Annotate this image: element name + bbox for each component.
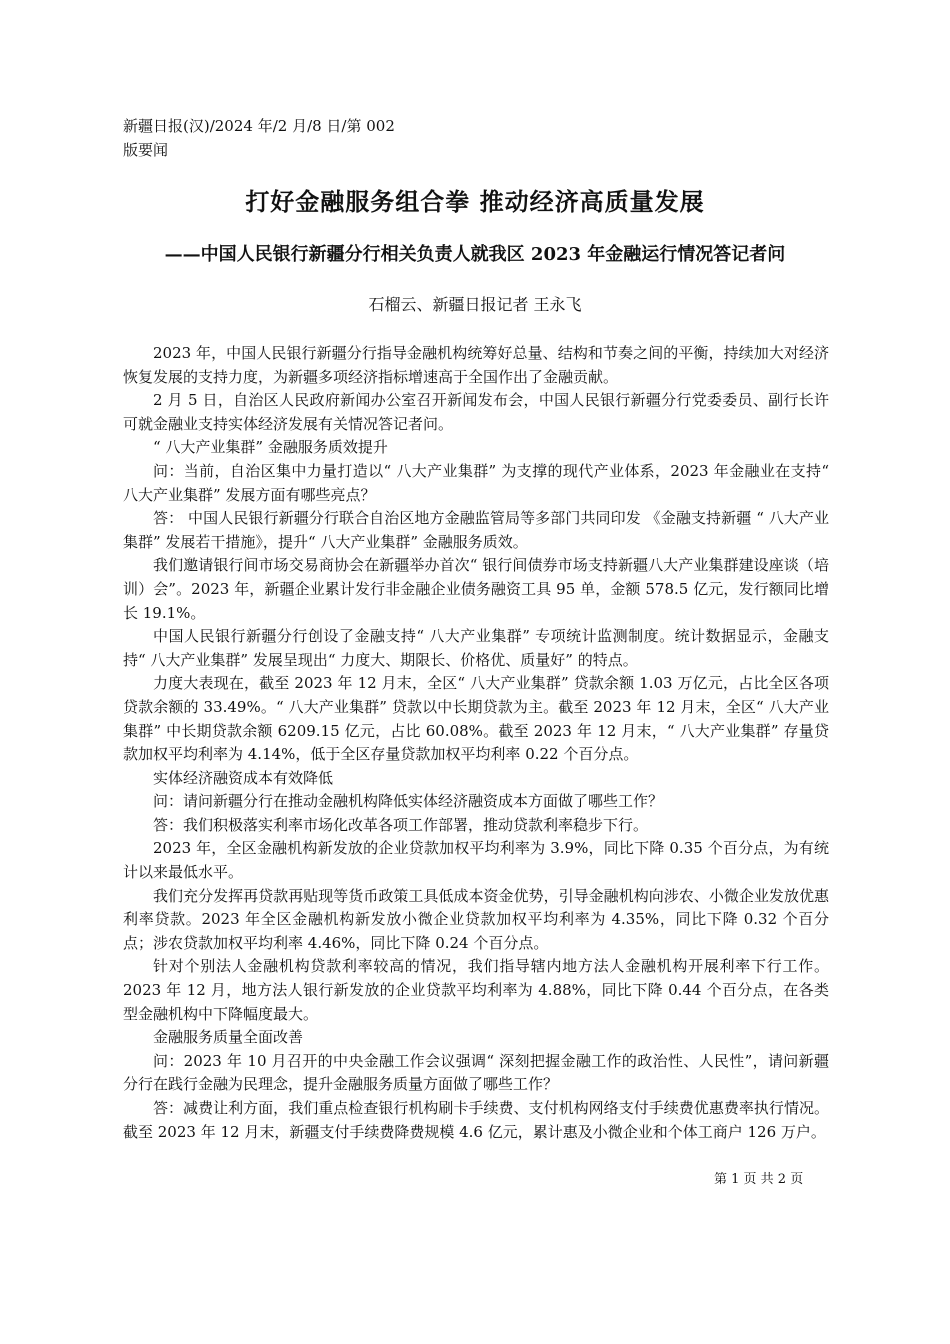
paragraph: 2023 年，全区金融机构新发放的企业贷款加权平均利率为 3.9%，同比下降 0.35 个百分点，为有统计以来最低水平。: [123, 839, 829, 882]
paragraph: 答：减费让利方面，我们重点检查银行机构刷卡手续费、支付机构网络支付手续费优惠费率执行情况。截至 2023 年 12 月末，新疆支付手续费降费规模 4.6 亿元，累计惠及小微企业和个体工商户 126 万户。: [123, 1099, 829, 1141]
paragraph: 答：我们积极落实利率市场化改革各项工作部署，推动贷款利率稳步下行。: [153, 815, 649, 834]
paragraph: 针对个别法人金融机构贷款利率较高的情况，我们指导辖内地方法人金融机构开展利率下行工作。2023 年 12 月，地方法人银行新发放的企业贷款平均利率为 4.88%，同比下降 0.44 个百分点，在各类型金融机构中下降幅度最大。: [123, 957, 829, 1023]
paragraph: 问：2023 年 10 月召开的中央金融工作会议强调“ 深刻把握金融工作的政治性、人民性”，请问新疆分行在践行金融为民理念，提升金融服务质量方面做了哪些工作？: [123, 1051, 829, 1094]
source-line-2: 版要闻: [123, 141, 169, 159]
paragraph: 2 月 5 日，自治区人民政府新闻办公室召开新闻发布会，中国人民银行新疆分行党委委员、副行长许可就金融业支持实体经济发展有关情况答记者问。: [123, 391, 829, 433]
article-byline: 石榴云、新疆日报记者 王永飞: [368, 295, 582, 314]
paragraph: 力度大表现在，截至 2023 年 12 月末，全区“ 八大产业集群” 贷款余额 1.03 万亿元，占比全区各项贷款余额的 33.49%。“ 八大产业集群” 贷款以中长期贷款为主。截至 2023 年 12 月末，全区“ 八大产业集群” 中长期贷款余额 6209.15 亿元，占比 60.08%。截至 2023 年 12 月末，“ 八大产业集群” 存量贷款加权平均利率为 4.14%，低于全区存量贷款加权平均利率 0.22 个百分点。: [123, 674, 829, 764]
paragraph: 我们充分发挥再贷款再贴现等货币政策工具低成本资金优势，引导金融机构向涉农、小微企业发放优惠利率贷款。2023 年全区金融机构新发放小微企业贷款加权平均利率为 4.35%，同比下降 0.32 个百分点；涉农贷款加权平均利率 4.46%，同比下降 0.24 个百分点。: [123, 886, 829, 952]
source-line-1: 新疆日报(汉)/2024 年/2 月/8 日/第 002: [123, 117, 395, 135]
article-title: 打好金融服务组合拳 推动经济高质量发展: [245, 187, 705, 216]
paragraph: 问：请问新疆分行在推动金融机构降低实体经济融资成本方面做了哪些工作？: [153, 792, 664, 811]
section-heading: “ 八大产业集群” 金融服务质效提升: [153, 438, 388, 457]
paragraph: 2023 年，中国人民银行新疆分行指导金融机构统筹好总量、结构和节奏之间的平衡，持续加大对经济恢复发展的支持力度，为新疆多项经济指标增速高于全国作出了金融贡献。: [123, 344, 829, 386]
paragraph: 中国人民银行新疆分行创设了金融支持“ 八大产业集群” 专项统计监测制度。统计数据显示，金融支持“ 八大产业集群” 发展呈现出“ 力度大、期限长、价格优、质量好” 的特点。: [123, 627, 829, 669]
source-line: [123, 114, 395, 162]
paragraph: 我们邀请银行间市场交易商协会在新疆举办首次“ 银行间债券市场支持新疆八大产业集群建设座谈（培训）会”。2023 年，新疆企业累计发行非金融企业债务融资工具 95 单，金额 578.5 亿元，发行额同比增长 19.1%。: [123, 556, 829, 622]
section-heading: 金融服务质量全面改善: [153, 1028, 304, 1047]
article-subtitle: ——中国人民银行新疆分行相关负责人就我区 2023 年金融运行情况答记者问: [164, 244, 786, 265]
paragraph: 答： 中国人民银行新疆分行联合自治区地方金融监管局等多部门共同印发 《金融支持新疆 “ 八大产业集群” 发展若干措施》，提升“ 八大产业集群” 金融服务质效。: [123, 509, 829, 551]
page-number: 第 1 页 共 2 页: [714, 1172, 804, 1187]
article-body: [123, 342, 829, 1144]
paragraph: 问：当前，自治区集中力量打造以“ 八大产业集群” 为支撑的现代产业体系，2023 年金融业在支持“ 八大产业集群” 发展方面有哪些亮点？: [123, 461, 829, 504]
section-heading: 实体经济融资成本有效降低: [153, 768, 334, 787]
